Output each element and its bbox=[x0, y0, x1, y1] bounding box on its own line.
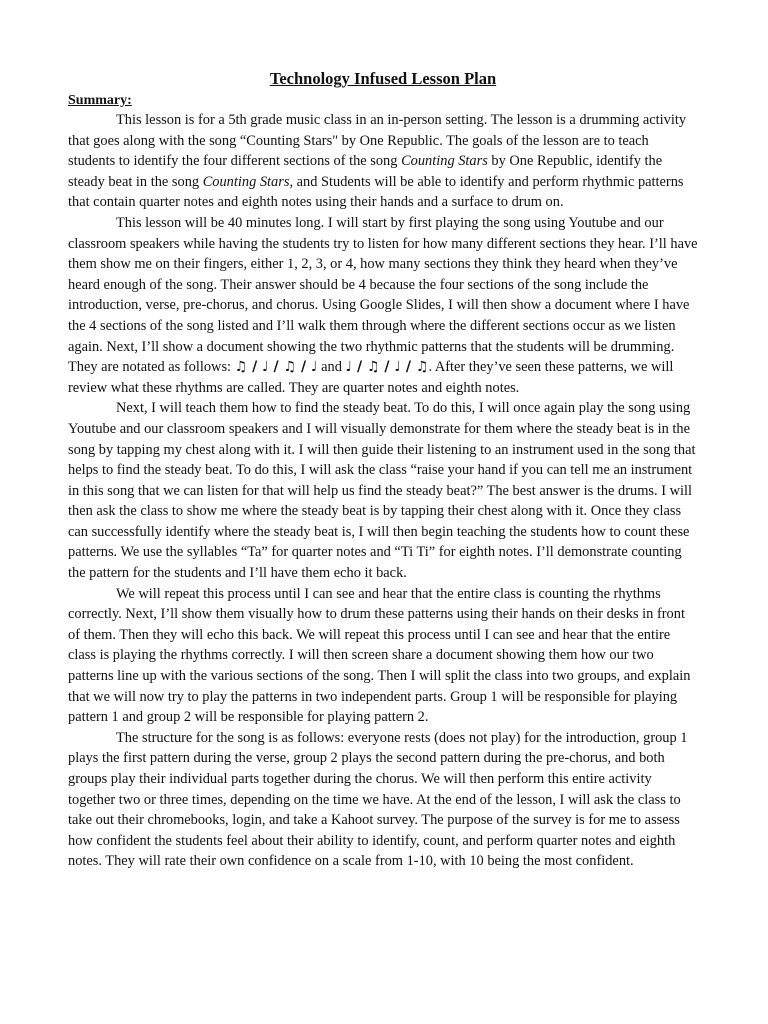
paragraph-2-text-c: . After they’ve seen these patterns, we will review what these rhythms are called. They are quarter notes and eighth notes. bbox=[68, 359, 674, 396]
paragraph-1 bbox=[68, 110, 698, 213]
paragraph-2-text-a: This lesson will be 40 minutes long. I will start by first playing the song using Youtube and our classroom speakers while having the students try to listen for how many different sections they hear. I’ll have them show me on their fingers, either 1, 2, 3, or 4, how many sections they think they heard when they’ve heard enough of the song. Their answer should be 4 because the four sections of the song include the introduction, verse, pre-chorus, and chorus. Using Google Slides, I will then show a document where I have the 4 sections of the song listed and I’ll walk them through where the different sections occur as we listen again. Next, I’ll show a document showing the two rhythmic patterns that the students will be drumming. They are notated as follows: bbox=[68, 214, 698, 376]
rhythm-pattern-2: ♩ / ♫ / ♩ / ♫ bbox=[345, 359, 429, 376]
paragraph-1-text-e: and Students will be able to identify and perform rhythmic patterns that contain quarter notes and eighth notes using their hands and a surface to drum on. bbox=[68, 173, 684, 211]
paragraph-2-text-b: and bbox=[317, 359, 346, 376]
paragraph-5: The structure for the song is as follows: everyone rests (does not play) for the introduction, group 1 plays the first pattern during the verse, group 2 plays the second pattern during the pre-chorus, and both groups play their individual parts together during the chorus. We will then perform this entire activity together two or three times, depending on the time we have. At the end of the lesson, I will ask the class to take out their chromebooks, login, and take a Kahoot survey. The purpose of the survey is for me to assess how confident the students feel about their ability to identify, count, and perform quarter notes and eighth notes. They will rate their own confidence on a scale from 1-10, with 10 being the most confident. bbox=[68, 729, 688, 870]
document-title: Technology Infused Lesson Plan bbox=[269, 69, 497, 88]
paragraph-1-text-a: This lesson is for a 5th grade music class in an in-person setting. The lesson is a drumming activity that goes along with the song “Counting Stars" by One Republic. The goals of the lesson are to teach students to identify the four different sections of the song bbox=[68, 112, 687, 170]
paragraph-3: Next, I will teach them how to find the steady beat. To do this, I will once again play the song using Youtube and our classroom speakers and I will visually demonstrate for them where the steady beat is in the song by tapping my chest along with it. I will then guide their listening to an instrument used in the song that helps to find the steady beat. To do this, I will ask the class “raise your hand if you can tell me an instrument in this song that we can listen for that will help us find the steady beat?” The best answer is the drums. I will then ask the class to show me where the steady beat is by tapping their chest along with it. Once they class can successfully identify where the steady beat is, I will then begin teaching the students how to count these patterns. We use the syllables “Ta” for quarter notes and “Ti Ti” for eighth notes. I’ll demonstrate counting the pattern for the students and I’ll have them echo it back. bbox=[68, 400, 696, 582]
song-title-italic-2: Counting Stars, bbox=[202, 173, 294, 190]
summary-heading: Summary: bbox=[68, 93, 132, 108]
paragraph-4: We will repeat this process until I can see and hear that the entire class is counting the rhythms correctly. Next, I’ll show them visually how to drum these patterns using their hands on their desks in front of them. Then they will echo this back. We will repeat this process until I can see and hear that the entire class is playing the rhythms correctly. I will then screen share a document showing them how our two patterns line up with the various sections of the song. Then I will split the class into two groups, and explain that we will now try to play the patterns in two independent parts. Group 1 will be responsible for playing pattern 1 and group 2 will be responsible for playing pattern 2. bbox=[68, 585, 691, 726]
paragraph-1-text-c: by One Republic, identify the steady beat in the song bbox=[68, 153, 663, 190]
song-title-italic: Counting Stars bbox=[401, 153, 488, 170]
paragraph-2 bbox=[68, 213, 698, 398]
rhythm-pattern-1: ♫ / ♩ / ♫ / ♩ bbox=[234, 359, 318, 376]
